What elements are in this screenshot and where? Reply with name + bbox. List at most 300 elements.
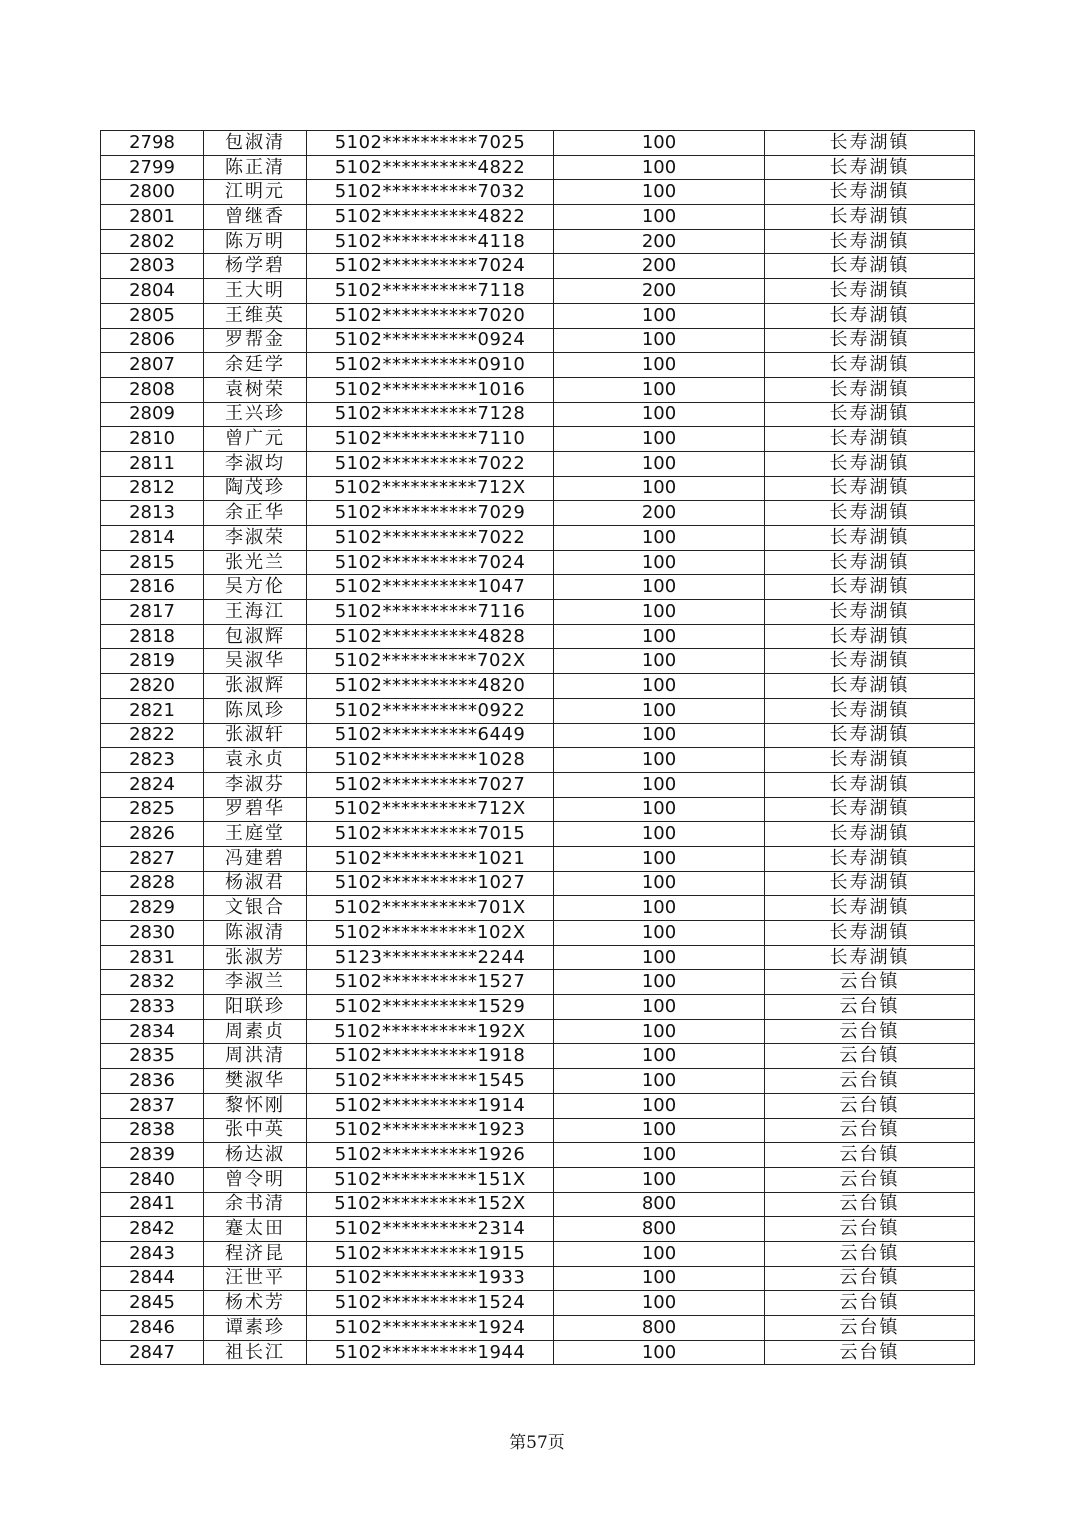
name-cell: 陶茂珍 <box>204 476 307 501</box>
town-cell: 长寿湖镇 <box>765 229 975 254</box>
id-number-cell: 5123**********2244 <box>307 945 554 970</box>
table-row <box>101 575 975 600</box>
id-number-cell: 5102**********1021 <box>307 846 554 871</box>
town-cell: 长寿湖镇 <box>765 871 975 896</box>
row-number-cell: 2831 <box>101 945 204 970</box>
table-row <box>101 970 975 995</box>
id-number-cell: 5102**********7118 <box>307 279 554 304</box>
id-number-cell: 5102**********7024 <box>307 254 554 279</box>
row-number-cell: 2819 <box>101 649 204 674</box>
row-number-cell: 2835 <box>101 1044 204 1069</box>
name-cell: 蹇太田 <box>204 1217 307 1242</box>
table-row <box>101 995 975 1020</box>
row-number-cell: 2841 <box>101 1192 204 1217</box>
amount-cell: 100 <box>554 649 765 674</box>
amount-cell: 100 <box>554 476 765 501</box>
id-number-cell: 5102**********1529 <box>307 995 554 1020</box>
row-number-cell: 2818 <box>101 624 204 649</box>
name-cell: 罗帮金 <box>204 328 307 353</box>
town-cell: 云台镇 <box>765 1340 975 1365</box>
row-number-cell: 2806 <box>101 328 204 353</box>
row-number-cell: 2804 <box>101 279 204 304</box>
town-cell: 长寿湖镇 <box>765 501 975 526</box>
page-number: 第57页 <box>509 1433 565 1453</box>
amount-cell: 200 <box>554 254 765 279</box>
amount-cell: 100 <box>554 205 765 230</box>
amount-cell: 800 <box>554 1217 765 1242</box>
table-row <box>101 254 975 279</box>
amount-cell: 100 <box>554 1093 765 1118</box>
table-row <box>101 303 975 328</box>
id-number-cell: 5102**********7110 <box>307 427 554 452</box>
town-cell: 长寿湖镇 <box>765 131 975 156</box>
table-row <box>101 1241 975 1266</box>
table-row <box>101 1266 975 1291</box>
name-cell: 张淑芳 <box>204 945 307 970</box>
amount-cell: 100 <box>554 526 765 551</box>
amount-cell: 100 <box>554 353 765 378</box>
id-number-cell: 5102**********0924 <box>307 328 554 353</box>
town-cell: 云台镇 <box>765 1044 975 1069</box>
amount-cell: 100 <box>554 303 765 328</box>
town-cell: 长寿湖镇 <box>765 328 975 353</box>
amount-cell: 100 <box>554 155 765 180</box>
name-cell: 陈正清 <box>204 155 307 180</box>
amount-cell: 100 <box>554 451 765 476</box>
table-row <box>101 748 975 773</box>
town-cell: 云台镇 <box>765 1266 975 1291</box>
row-number-cell: 2811 <box>101 451 204 476</box>
table-row <box>101 1044 975 1069</box>
town-cell: 云台镇 <box>765 1093 975 1118</box>
table-row <box>101 501 975 526</box>
row-number-cell: 2802 <box>101 229 204 254</box>
id-number-cell: 5102**********1027 <box>307 871 554 896</box>
town-cell: 长寿湖镇 <box>765 451 975 476</box>
name-cell: 王大明 <box>204 279 307 304</box>
name-cell: 谭素珍 <box>204 1316 307 1341</box>
amount-cell: 100 <box>554 600 765 625</box>
table-row <box>101 1217 975 1242</box>
row-number-cell: 2827 <box>101 846 204 871</box>
table-row <box>101 1118 975 1143</box>
id-number-cell: 5102**********712X <box>307 797 554 822</box>
town-cell: 长寿湖镇 <box>765 723 975 748</box>
row-number-cell: 2825 <box>101 797 204 822</box>
name-cell: 樊淑华 <box>204 1069 307 1094</box>
row-number-cell: 2843 <box>101 1241 204 1266</box>
row-number-cell: 2813 <box>101 501 204 526</box>
id-number-cell: 5102**********1028 <box>307 748 554 773</box>
amount-cell: 100 <box>554 970 765 995</box>
town-cell: 云台镇 <box>765 1019 975 1044</box>
table-row <box>101 1316 975 1341</box>
id-number-cell: 5102**********4822 <box>307 155 554 180</box>
row-number-cell: 2823 <box>101 748 204 773</box>
table-row <box>101 600 975 625</box>
row-number-cell: 2808 <box>101 377 204 402</box>
id-number-cell: 5102**********102X <box>307 921 554 946</box>
id-number-cell: 5102**********4822 <box>307 205 554 230</box>
name-cell: 张淑辉 <box>204 674 307 699</box>
name-cell: 文银合 <box>204 896 307 921</box>
town-cell: 云台镇 <box>765 1167 975 1192</box>
table-row <box>101 772 975 797</box>
town-cell: 长寿湖镇 <box>765 698 975 723</box>
id-number-cell: 5102**********7027 <box>307 772 554 797</box>
town-cell: 长寿湖镇 <box>765 526 975 551</box>
amount-cell: 200 <box>554 229 765 254</box>
town-cell: 长寿湖镇 <box>765 254 975 279</box>
town-cell: 长寿湖镇 <box>765 575 975 600</box>
row-number-cell: 2800 <box>101 180 204 205</box>
row-number-cell: 2840 <box>101 1167 204 1192</box>
id-number-cell: 5102**********7128 <box>307 402 554 427</box>
table-row <box>101 1069 975 1094</box>
name-cell: 罗碧华 <box>204 797 307 822</box>
name-cell: 王庭堂 <box>204 822 307 847</box>
row-number-cell: 2799 <box>101 155 204 180</box>
id-number-cell: 5102**********1527 <box>307 970 554 995</box>
row-number-cell: 2829 <box>101 896 204 921</box>
town-cell: 长寿湖镇 <box>765 624 975 649</box>
name-cell: 张淑轩 <box>204 723 307 748</box>
row-number-cell: 2814 <box>101 526 204 551</box>
amount-cell: 100 <box>554 846 765 871</box>
amount-cell: 100 <box>554 402 765 427</box>
table-row <box>101 896 975 921</box>
name-cell: 阳联珍 <box>204 995 307 1020</box>
town-cell: 长寿湖镇 <box>765 427 975 452</box>
amount-cell: 800 <box>554 1316 765 1341</box>
id-number-cell: 5102**********1944 <box>307 1340 554 1365</box>
row-number-cell: 2810 <box>101 427 204 452</box>
id-number-cell: 5102**********4820 <box>307 674 554 699</box>
table-row <box>101 451 975 476</box>
amount-cell: 100 <box>554 1069 765 1094</box>
name-cell: 陈凤珍 <box>204 698 307 723</box>
amount-cell: 100 <box>554 427 765 452</box>
table-row <box>101 353 975 378</box>
row-number-cell: 2820 <box>101 674 204 699</box>
id-number-cell: 5102**********1016 <box>307 377 554 402</box>
row-number-cell: 2826 <box>101 822 204 847</box>
amount-cell: 100 <box>554 995 765 1020</box>
table-row <box>101 649 975 674</box>
row-number-cell: 2815 <box>101 550 204 575</box>
amount-cell: 100 <box>554 921 765 946</box>
name-cell: 杨学碧 <box>204 254 307 279</box>
table-row <box>101 328 975 353</box>
name-cell: 汪世平 <box>204 1266 307 1291</box>
amount-cell: 100 <box>554 1167 765 1192</box>
town-cell: 云台镇 <box>765 1217 975 1242</box>
town-cell: 长寿湖镇 <box>765 846 975 871</box>
name-cell: 张中英 <box>204 1118 307 1143</box>
row-number-cell: 2828 <box>101 871 204 896</box>
town-cell: 长寿湖镇 <box>765 748 975 773</box>
town-cell: 长寿湖镇 <box>765 476 975 501</box>
town-cell: 长寿湖镇 <box>765 822 975 847</box>
row-number-cell: 2803 <box>101 254 204 279</box>
name-cell: 吴淑华 <box>204 649 307 674</box>
table-row <box>101 377 975 402</box>
row-number-cell: 2838 <box>101 1118 204 1143</box>
table-row <box>101 279 975 304</box>
name-cell: 杨术芳 <box>204 1291 307 1316</box>
table-row <box>101 1192 975 1217</box>
name-cell: 余廷学 <box>204 353 307 378</box>
town-cell: 长寿湖镇 <box>765 896 975 921</box>
name-cell: 李淑均 <box>204 451 307 476</box>
id-number-cell: 5102**********1923 <box>307 1118 554 1143</box>
table-row <box>101 427 975 452</box>
roster-table-body <box>101 131 975 1365</box>
name-cell: 曾令明 <box>204 1167 307 1192</box>
name-cell: 李淑兰 <box>204 970 307 995</box>
town-cell: 长寿湖镇 <box>765 155 975 180</box>
name-cell: 冯建碧 <box>204 846 307 871</box>
id-number-cell: 5102**********0910 <box>307 353 554 378</box>
row-number-cell: 2846 <box>101 1316 204 1341</box>
amount-cell: 100 <box>554 698 765 723</box>
table-row <box>101 476 975 501</box>
id-number-cell: 5102**********1926 <box>307 1143 554 1168</box>
town-cell: 长寿湖镇 <box>765 921 975 946</box>
table-row <box>101 1143 975 1168</box>
town-cell: 长寿湖镇 <box>765 279 975 304</box>
id-number-cell: 5102**********1524 <box>307 1291 554 1316</box>
row-number-cell: 2817 <box>101 600 204 625</box>
town-cell: 长寿湖镇 <box>765 303 975 328</box>
table-row <box>101 921 975 946</box>
roster-table <box>100 130 975 1365</box>
table-row <box>101 131 975 156</box>
amount-cell: 100 <box>554 1340 765 1365</box>
name-cell: 袁树荣 <box>204 377 307 402</box>
name-cell: 袁永贞 <box>204 748 307 773</box>
row-number-cell: 2833 <box>101 995 204 1020</box>
table-row <box>101 624 975 649</box>
table-row <box>101 822 975 847</box>
id-number-cell: 5102**********7015 <box>307 822 554 847</box>
table-row <box>101 698 975 723</box>
amount-cell: 100 <box>554 822 765 847</box>
amount-cell: 100 <box>554 871 765 896</box>
row-number-cell: 2842 <box>101 1217 204 1242</box>
id-number-cell: 5102**********152X <box>307 1192 554 1217</box>
town-cell: 长寿湖镇 <box>765 772 975 797</box>
amount-cell: 100 <box>554 1291 765 1316</box>
id-number-cell: 5102**********1545 <box>307 1069 554 1094</box>
name-cell: 杨淑君 <box>204 871 307 896</box>
row-number-cell: 2824 <box>101 772 204 797</box>
name-cell: 杨达淑 <box>204 1143 307 1168</box>
table-row <box>101 205 975 230</box>
id-number-cell: 5102**********1915 <box>307 1241 554 1266</box>
name-cell: 李淑荣 <box>204 526 307 551</box>
row-number-cell: 2805 <box>101 303 204 328</box>
id-number-cell: 5102**********1918 <box>307 1044 554 1069</box>
row-number-cell: 2812 <box>101 476 204 501</box>
name-cell: 祖长江 <box>204 1340 307 1365</box>
town-cell: 云台镇 <box>765 970 975 995</box>
name-cell: 周洪清 <box>204 1044 307 1069</box>
row-number-cell: 2832 <box>101 970 204 995</box>
row-number-cell: 2837 <box>101 1093 204 1118</box>
amount-cell: 100 <box>554 1019 765 1044</box>
id-number-cell: 5102**********192X <box>307 1019 554 1044</box>
row-number-cell: 2847 <box>101 1340 204 1365</box>
name-cell: 曾广元 <box>204 427 307 452</box>
id-number-cell: 5102**********7032 <box>307 180 554 205</box>
row-number-cell: 2801 <box>101 205 204 230</box>
id-number-cell: 5102**********7022 <box>307 451 554 476</box>
town-cell: 云台镇 <box>765 1316 975 1341</box>
table-row <box>101 180 975 205</box>
row-number-cell: 2839 <box>101 1143 204 1168</box>
table-row <box>101 1167 975 1192</box>
name-cell: 张光兰 <box>204 550 307 575</box>
id-number-cell: 5102**********702X <box>307 649 554 674</box>
town-cell: 长寿湖镇 <box>765 402 975 427</box>
name-cell: 李淑芬 <box>204 772 307 797</box>
row-number-cell: 2830 <box>101 921 204 946</box>
town-cell: 云台镇 <box>765 1069 975 1094</box>
table-row <box>101 1093 975 1118</box>
table-row <box>101 723 975 748</box>
town-cell: 长寿湖镇 <box>765 945 975 970</box>
amount-cell: 100 <box>554 674 765 699</box>
name-cell: 余正华 <box>204 501 307 526</box>
amount-cell: 800 <box>554 1192 765 1217</box>
amount-cell: 100 <box>554 624 765 649</box>
id-number-cell: 5102**********0922 <box>307 698 554 723</box>
town-cell: 长寿湖镇 <box>765 205 975 230</box>
id-number-cell: 5102**********2314 <box>307 1217 554 1242</box>
town-cell: 长寿湖镇 <box>765 797 975 822</box>
id-number-cell: 5102**********701X <box>307 896 554 921</box>
table-row <box>101 1019 975 1044</box>
name-cell: 江明元 <box>204 180 307 205</box>
id-number-cell: 5102**********4118 <box>307 229 554 254</box>
table-row <box>101 674 975 699</box>
amount-cell: 100 <box>554 748 765 773</box>
row-number-cell: 2807 <box>101 353 204 378</box>
table-row <box>101 1291 975 1316</box>
row-number-cell: 2821 <box>101 698 204 723</box>
id-number-cell: 5102**********1914 <box>307 1093 554 1118</box>
row-number-cell: 2834 <box>101 1019 204 1044</box>
town-cell: 云台镇 <box>765 1143 975 1168</box>
id-number-cell: 5102**********7029 <box>307 501 554 526</box>
name-cell: 王海江 <box>204 600 307 625</box>
row-number-cell: 2822 <box>101 723 204 748</box>
row-number-cell: 2816 <box>101 575 204 600</box>
town-cell: 云台镇 <box>765 1291 975 1316</box>
name-cell: 周素贞 <box>204 1019 307 1044</box>
table-row <box>101 550 975 575</box>
town-cell: 长寿湖镇 <box>765 377 975 402</box>
amount-cell: 100 <box>554 723 765 748</box>
name-cell: 王兴珍 <box>204 402 307 427</box>
id-number-cell: 5102**********151X <box>307 1167 554 1192</box>
amount-cell: 100 <box>554 377 765 402</box>
id-number-cell: 5102**********6449 <box>307 723 554 748</box>
name-cell: 曾继香 <box>204 205 307 230</box>
row-number-cell: 2836 <box>101 1069 204 1094</box>
amount-cell: 100 <box>554 1044 765 1069</box>
town-cell: 长寿湖镇 <box>765 550 975 575</box>
id-number-cell: 5102**********1924 <box>307 1316 554 1341</box>
town-cell: 云台镇 <box>765 1241 975 1266</box>
row-number-cell: 2844 <box>101 1266 204 1291</box>
table-row <box>101 945 975 970</box>
row-number-cell: 2845 <box>101 1291 204 1316</box>
id-number-cell: 5102**********7116 <box>307 600 554 625</box>
amount-cell: 100 <box>554 550 765 575</box>
amount-cell: 100 <box>554 1241 765 1266</box>
name-cell: 包淑辉 <box>204 624 307 649</box>
amount-cell: 100 <box>554 945 765 970</box>
amount-cell: 100 <box>554 575 765 600</box>
amount-cell: 200 <box>554 279 765 304</box>
roster-table-container <box>100 130 975 1365</box>
table-row <box>101 797 975 822</box>
name-cell: 程济昆 <box>204 1241 307 1266</box>
row-number-cell: 2809 <box>101 402 204 427</box>
name-cell: 陈万明 <box>204 229 307 254</box>
town-cell: 云台镇 <box>765 995 975 1020</box>
town-cell: 长寿湖镇 <box>765 353 975 378</box>
name-cell: 王维英 <box>204 303 307 328</box>
name-cell: 陈淑清 <box>204 921 307 946</box>
amount-cell: 100 <box>554 328 765 353</box>
id-number-cell: 5102**********7024 <box>307 550 554 575</box>
name-cell: 黎怀刚 <box>204 1093 307 1118</box>
amount-cell: 100 <box>554 131 765 156</box>
id-number-cell: 5102**********7020 <box>307 303 554 328</box>
town-cell: 长寿湖镇 <box>765 674 975 699</box>
amount-cell: 100 <box>554 180 765 205</box>
table-row <box>101 402 975 427</box>
name-cell: 吴方伦 <box>204 575 307 600</box>
id-number-cell: 5102**********712X <box>307 476 554 501</box>
id-number-cell: 5102**********1933 <box>307 1266 554 1291</box>
town-cell: 云台镇 <box>765 1192 975 1217</box>
table-row <box>101 871 975 896</box>
amount-cell: 100 <box>554 772 765 797</box>
amount-cell: 200 <box>554 501 765 526</box>
name-cell: 余书清 <box>204 1192 307 1217</box>
id-number-cell: 5102**********7025 <box>307 131 554 156</box>
town-cell: 云台镇 <box>765 1118 975 1143</box>
amount-cell: 100 <box>554 797 765 822</box>
amount-cell: 100 <box>554 1143 765 1168</box>
amount-cell: 100 <box>554 1118 765 1143</box>
id-number-cell: 5102**********4828 <box>307 624 554 649</box>
amount-cell: 100 <box>554 1266 765 1291</box>
amount-cell: 100 <box>554 896 765 921</box>
table-row <box>101 155 975 180</box>
id-number-cell: 5102**********1047 <box>307 575 554 600</box>
table-row <box>101 846 975 871</box>
table-row <box>101 526 975 551</box>
town-cell: 长寿湖镇 <box>765 600 975 625</box>
id-number-cell: 5102**********7022 <box>307 526 554 551</box>
table-row <box>101 1340 975 1365</box>
table-row <box>101 229 975 254</box>
